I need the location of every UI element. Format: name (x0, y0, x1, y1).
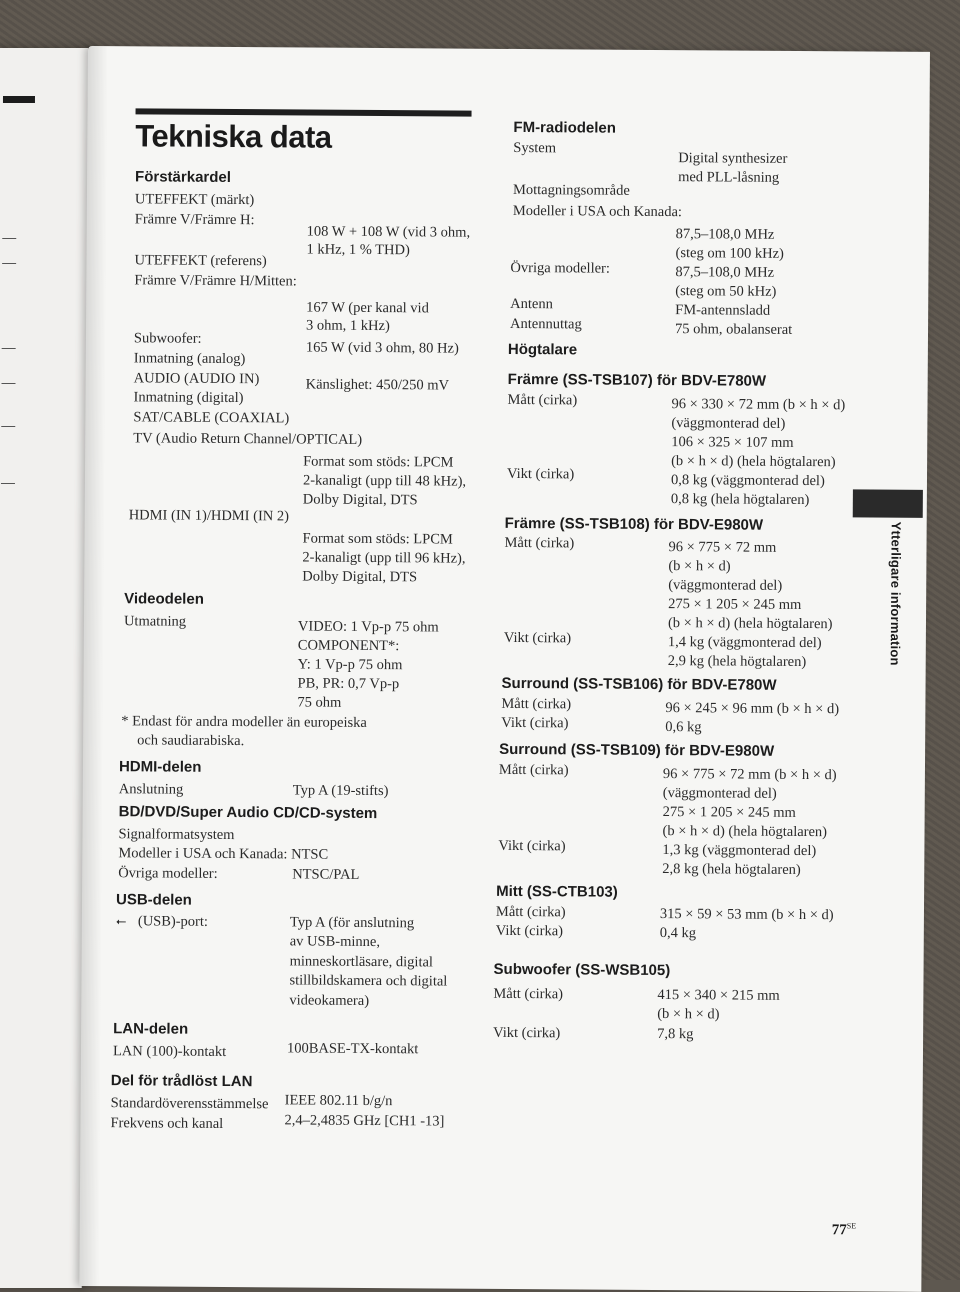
side-tab-marker (853, 489, 923, 517)
spec-value: 0,8 kg (väggmonterad del) (670, 472, 825, 490)
spec-value: IEEE 802.11 b/g/n (284, 1092, 393, 1110)
spec-value: 75 ohm, obalanserat (674, 321, 793, 338)
title-rule (136, 108, 472, 116)
left-page-line (1, 483, 15, 484)
spec-value: 0,8 kg (hela högtalaren) (670, 491, 810, 509)
spec-value: NTSC/PAL (292, 866, 360, 883)
spec-label: TV (Audio Return Channel/OPTICAL) (133, 430, 363, 448)
speaker-front-780-heading: Främre (SS-TSB107) för BDV-E780W (507, 370, 767, 390)
usb-port-label: (USB)-port: (137, 913, 209, 930)
spec-value: (b × h × d) (668, 558, 731, 575)
spec-value: 1 kHz, 1 % THD) (306, 241, 410, 259)
spec-label: Vikt (cirka) (498, 837, 566, 855)
spec-value: 87,5–108,0 MHz (675, 264, 775, 281)
section-video-heading: Videodelen (124, 590, 204, 608)
spec-value: med PLL-låsning (678, 169, 780, 186)
spec-label: Frekvens och kanal (110, 1115, 224, 1132)
spec-value: av USB-minne, (289, 933, 381, 951)
spec-value: 165 W (vid 3 ohm, 80 Hz) (305, 339, 459, 357)
spec-value: 87,5–108,0 MHz (675, 226, 775, 243)
spec-value: (steg om 50 kHz) (675, 283, 777, 300)
spec-value: 2,9 kg (hela högtalaren) (667, 653, 807, 671)
spec-value: (b × h × d) (hela högtalaren) (662, 823, 828, 841)
spec-label: Mått (cirka) (495, 903, 566, 921)
spec-label: Vikt (cirka) (501, 714, 569, 732)
spec-value: VIDEO: 1 Vp-p 75 ohm (297, 618, 439, 636)
section-lan-heading: LAN-delen (113, 1020, 189, 1038)
spec-value: 2-kanaligt (upp till 96 kHz), (302, 549, 466, 567)
spec-label: Vikt (cirka) (493, 1024, 561, 1042)
speaker-surround-106-heading: Surround (SS-TSB106) för BDV-E780W (501, 674, 777, 694)
spec-value: 75 ohm (297, 694, 342, 711)
section-fm-heading: FM-radiodelen (513, 118, 617, 137)
spec-value: PB, PR: 0,7 Vp-p (297, 675, 400, 693)
left-page-line (1, 383, 15, 384)
spec-value: (b × h × d) (657, 1005, 720, 1023)
spec-label: Mått (cirka) (498, 761, 569, 779)
spec-value: minneskortläsare, digital (289, 953, 434, 971)
spec-value: (väggmonterad del) (671, 415, 786, 432)
side-tab-label: Ytterligare information (887, 521, 904, 666)
spec-value: 275 × 1 205 × 245 mm (668, 596, 802, 613)
spec-label: SAT/CABLE (COAXIAL) (133, 409, 290, 427)
spec-value: Y: 1 Vp-p 75 ohm (297, 656, 403, 674)
spec-label: Mått (cirka) (493, 985, 564, 1003)
page-number-suffix: SE (846, 1221, 857, 1231)
spec-value: Dolby Digital, DTS (302, 568, 418, 586)
left-page-line (1, 426, 15, 427)
spec-value: (väggmonterad del) (668, 577, 783, 594)
page-number (832, 1221, 856, 1239)
speaker-center-heading: Mitt (SS-CTB103) (496, 882, 618, 901)
footnote: och saudiarabiska. (137, 732, 245, 750)
spec-value: (väggmonterad del) (662, 785, 777, 802)
spec-value: 7,8 kg (657, 1025, 694, 1043)
spec-label: HDMI (IN 1)/HDMI (IN 2) (128, 507, 290, 525)
spec-value: Typ A (19-stifts) (292, 782, 389, 800)
document-page (79, 46, 930, 1292)
spec-label: Övriga modeller: (118, 865, 218, 882)
spec-value: 3 ohm, 1 kHz) (305, 317, 390, 335)
left-page-edge (0, 48, 88, 1288)
spec-value: 100BASE-TX-kontakt (286, 1040, 419, 1058)
spec-label: System (513, 139, 557, 157)
page-number-value: 77 (831, 1222, 847, 1239)
spec-label: Mått (cirka) (507, 391, 578, 409)
spec-value: (b × h × d) (hela högtalaren) (667, 615, 833, 633)
spec-label: UTEFFEKT (märkt) (134, 191, 255, 209)
spec-value: 275 × 1 205 × 245 mm (662, 804, 796, 821)
page-title: Tekniska data (135, 118, 332, 155)
left-page-rule (3, 96, 35, 103)
spec-value: stillbildskamera och digital (289, 972, 448, 990)
spec-label: Främre V/Främre H/Mitten: (134, 272, 297, 290)
spec-label: Modeller i USA och Kanada: (512, 202, 683, 221)
spec-label: Mått (cirka) (501, 695, 572, 713)
spec-label: Modeller i USA och Kanada: NTSC (118, 845, 329, 863)
spec-value: Digital synthesizer (678, 150, 788, 167)
spec-label: Mått (cirka) (504, 534, 575, 552)
spec-value: Dolby Digital, DTS (302, 491, 418, 509)
section-wireless-heading: Del för trådlöst LAN (110, 1072, 253, 1091)
spec-value: 1,3 kg (väggmonterad del) (662, 842, 817, 860)
spec-label: Inmatning (analog) (133, 350, 246, 368)
spec-value: 96 × 330 × 72 mm (b × h × d) (671, 396, 846, 414)
spec-value: 108 W + 108 W (vid 3 ohm, (306, 223, 471, 241)
left-page-line (2, 263, 16, 264)
spec-label: Antennuttag (510, 315, 582, 333)
spec-value: 167 W (per kanal vid (306, 299, 429, 317)
spec-label: Vikt (cirka) (503, 629, 572, 647)
spec-label: Främre V/Främre H: (134, 211, 255, 229)
section-amplifier-heading: Förstärkardel (135, 168, 232, 187)
spec-value: 96 × 775 × 72 mm (668, 539, 777, 556)
spec-label: Signalformatsystem (118, 826, 235, 844)
spec-label: UTEFFEKT (referens) (134, 252, 267, 270)
spec-label: Inmatning (digital) (133, 389, 244, 407)
spec-label: LAN (100)-kontakt (112, 1043, 227, 1060)
spec-label: Anslutning (118, 781, 184, 798)
section-speakers-heading: Högtalare (507, 340, 578, 359)
spec-label: Standardöverensstämmelse (110, 1095, 269, 1113)
spec-value: FM-antennsladd (675, 302, 771, 319)
spec-value: 96 × 775 × 72 mm (b × h × d) (662, 766, 837, 784)
speaker-surround-109-heading: Surround (SS-TSB109) för BDV-E980W (499, 740, 775, 760)
left-page-line (2, 348, 16, 349)
spec-value: Känslighet: 450/250 mV (305, 376, 450, 394)
section-disc-system-heading: BD/DVD/Super Audio CD/CD-system (118, 803, 378, 823)
spec-value: 2,4–2,4835 GHz [CH1 -13] (284, 1112, 445, 1130)
section-hdmi-heading: HDMI-delen (118, 758, 202, 776)
spec-value: videokamera) (289, 992, 370, 1009)
spec-label: Subwoofer: (133, 330, 202, 347)
spec-label-usb (116, 912, 208, 932)
spec-label: Mottagningsområde (512, 181, 630, 199)
spec-label: Vikt (cirka) (506, 465, 575, 483)
spec-value: 1,4 kg (väggmonterad del) (667, 634, 822, 652)
spec-value: 0,6 kg (665, 719, 702, 736)
left-page-line (2, 238, 16, 239)
spec-value: 96 × 245 × 96 mm (b × h × d) (665, 700, 840, 718)
spec-value: Format som stöds: LPCM (303, 453, 454, 471)
spec-value: 106 × 325 × 107 mm (671, 434, 794, 451)
spec-value: (b × h × d) (hela högtalaren) (671, 453, 836, 471)
spec-label: Antenn (510, 295, 553, 313)
speaker-front-980-heading: Främre (SS-TSB108) för BDV-E980W (504, 514, 764, 534)
speaker-subwoofer-heading: Subwoofer (SS-WSB105) (493, 960, 671, 980)
usb-icon: ⭠ (115, 914, 127, 930)
spec-value: (steg om 100 kHz) (675, 245, 784, 262)
spec-value: Typ A (för anslutning (289, 914, 415, 932)
spec-value: 0,4 kg (659, 925, 697, 942)
footnote: * Endast för andra modeller än europeiska (121, 713, 367, 731)
spec-value: 415 × 340 × 215 mm (657, 986, 780, 1004)
spec-value: Format som stöds: LPCM (302, 530, 453, 548)
spec-label: Övriga modeller: (510, 259, 610, 277)
section-usb-heading: USB-delen (115, 891, 192, 909)
spec-label: Vikt (cirka) (495, 922, 564, 940)
spec-value: 2,8 kg (hela högtalaren) (662, 861, 801, 878)
spec-label: AUDIO (AUDIO IN) (133, 370, 260, 388)
spec-value: COMPONENT*: (297, 637, 400, 655)
spec-value: 315 × 59 × 53 mm (b × h × d) (659, 906, 834, 924)
spec-value: 2-kanaligt (upp till 48 kHz), (302, 472, 467, 490)
spec-label: Utmatning (123, 613, 187, 630)
